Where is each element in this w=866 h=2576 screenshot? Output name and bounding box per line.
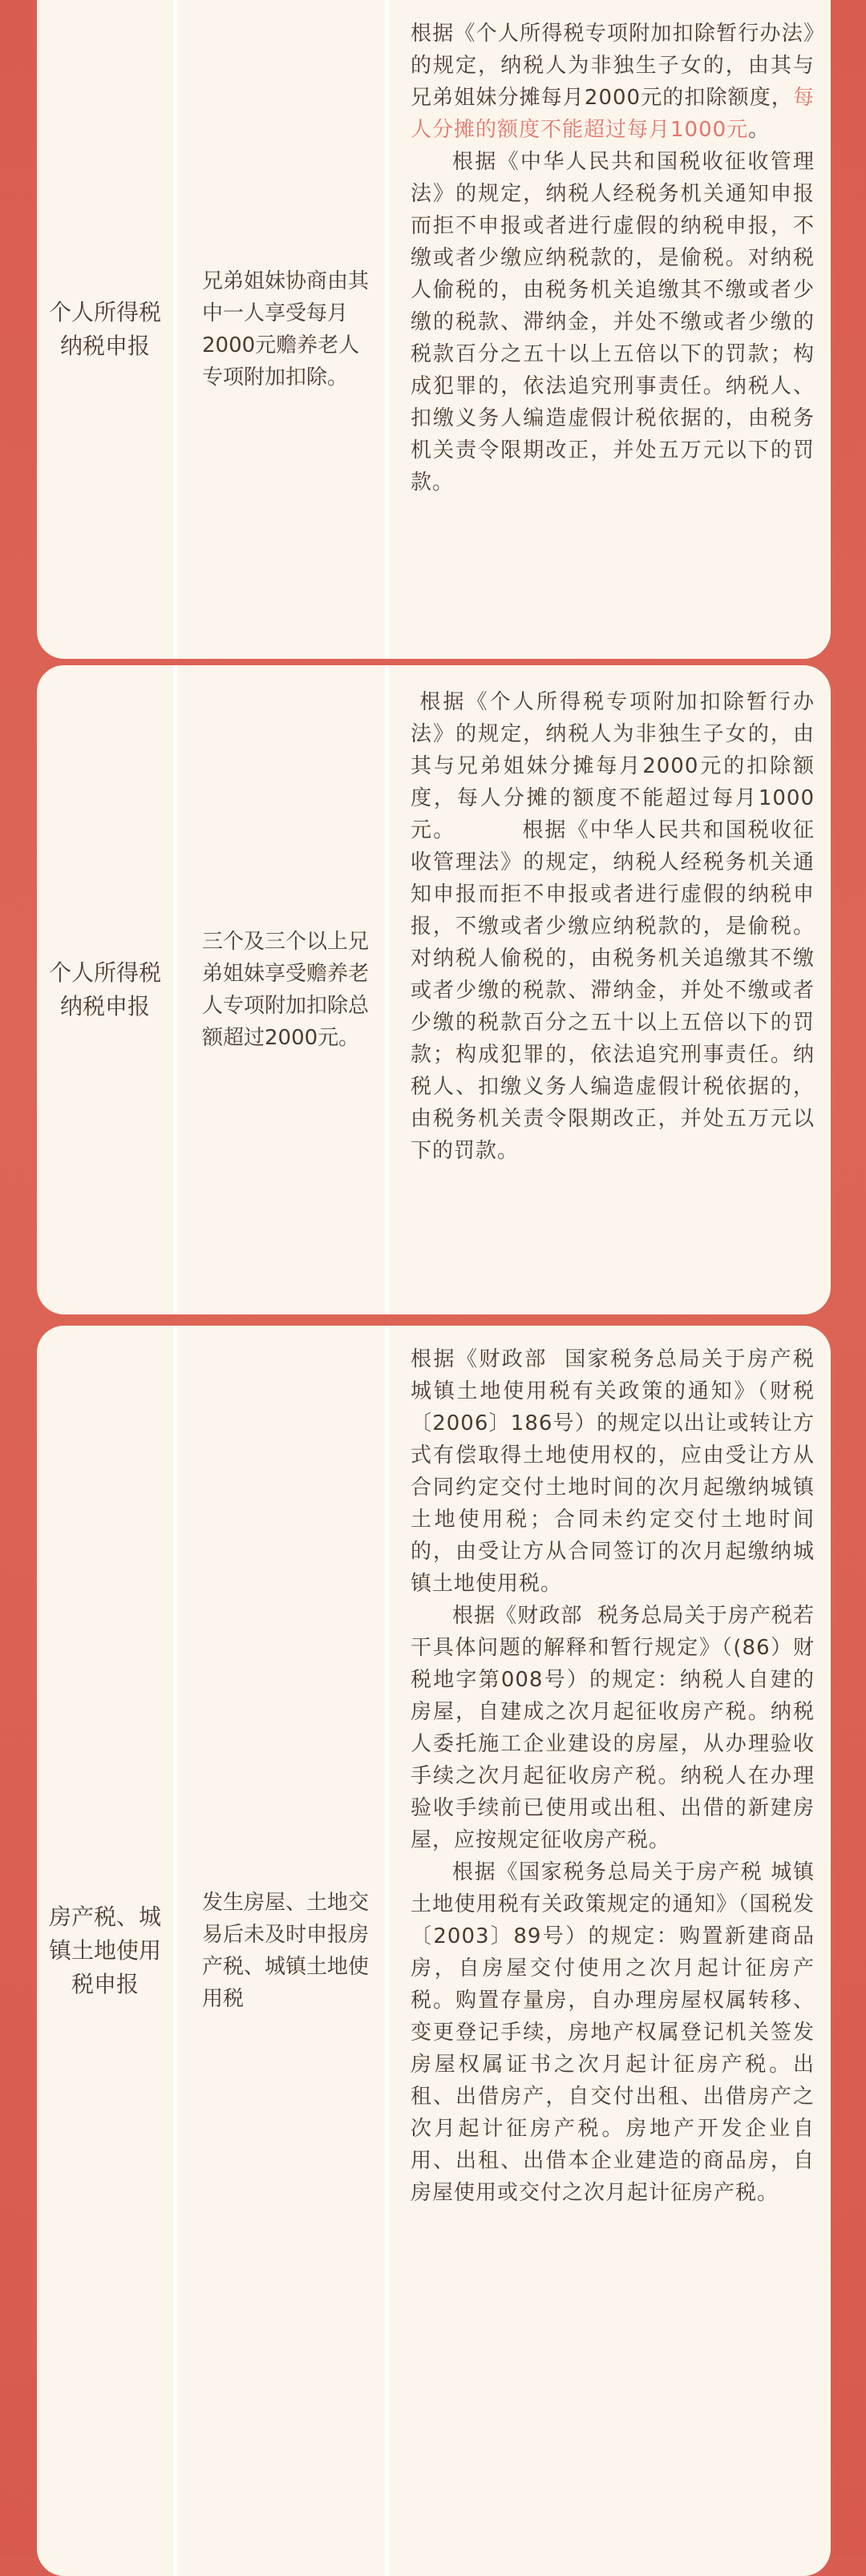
column-divider [385, 0, 389, 659]
basis-paragraph [411, 18, 815, 146]
basis-text: 根据《个人所得税专项附加扣除暂行办法》的规定，纳税人为非独生子女的，由其与兄弟姐妹分摊每月2000元的扣除额度， [411, 22, 815, 110]
basis-paragraph: 根据《财政部 国家税务总局关于房产税 城镇土地使用税有关政策的通知》（财税〔2006〕186号）的规定以出让或转让方式有偿取得土地使用权的，应由受让方从合同约定交付土地时间的次月起缴纳城镇土地使用税；合同未约定交付土地时间的，由受让方从合同签订的次月起缴纳城镇土地使用税。 [411, 1347, 830, 1596]
condition-cell [178, 665, 385, 1314]
category-text: 房产税、城镇土地使用税申报 [49, 1904, 162, 1997]
basis-text: 。 [748, 118, 771, 142]
column-divider [385, 1326, 389, 2576]
basis-cell [390, 1326, 831, 2576]
column-divider [173, 1326, 177, 2576]
category-cell [37, 665, 173, 1314]
basis-cell [390, 665, 831, 1314]
condition-text: 发生房屋、土地交易后未及时申报房产税、城镇土地使用税 [202, 1891, 370, 2011]
condition-text: 兄弟姐妹协商由其中一人享受每月2000元赡养老人专项附加扣除。 [202, 269, 370, 390]
condition-text: 三个及三个以上兄弟姐妹享受赡养老人专项附加扣除总额超过2000元。 [202, 930, 370, 1050]
table-row-3 [37, 1326, 831, 2576]
basis-paragraph: 根据《国家税务总局关于房产税 城镇土地使用税有关政策规定的通知》（国税发〔2003〕89号）的规定：购置新建商品房，自房屋交付使用之次月起计征房产税。购置存量房，自办理房屋权属转移、变更登记手续，房地产权属登记机关签发房屋权属证书之次月起计征房产税。出租、出借房产，自交付出租、出借房产之次月起计征房产税。房地产开发企业自用、出租、出借本企业建造的商品房，自房屋使用或交付之次月起计征房产税。 [411, 1860, 815, 2205]
basis-paragraph: 根据《个人所得税专项附加扣除暂行办法》的规定，纳税人为非独生子女的，由其与兄弟姐妹分摊每月2000元的扣除额度，每人分摊的额度不能超过每月1000元。 根据《中华人民共和国税收征收管理法》的规定，纳税人经税务机关通知申报而拒不申报或者进行虚假的纳税申报，不缴或者少缴应纳税款的，是偷税。对纳税人偷税的，由税务机关追缴其不缴或者少缴的税款、滞纳金，并处不缴或者少缴的税款百分之五十以上五倍以下的罚款；构成犯罪的，依法追究刑事责任。纳税人、扣缴义务人编造虚假计税依据的，由税务机关责令限期改正，并处五万元以下的罚款。 [411, 690, 815, 1163]
column-divider [173, 0, 177, 659]
category-text: 个人所得税纳税申报 [49, 959, 162, 1019]
basis-paragraph: 根据《财政部 税务总局关于房产税若干具体问题的解释和暂行规定》（(86）财税地字第008号）的规定：纳税人自建的房屋，自建成之次月起征收房产税。纳税人委托施工企业建设的房屋，从办理验收手续之次月起征收房产税。纳税人在办理验收手续前已使用或出租、出借的新建房屋，应按规定征收房产税。 [411, 1604, 815, 1852]
basis-paragraph: 根据《中华人民共和国税收征收管理法》的规定，纳税人经税务机关通知申报而拒不申报或者进行虚假的纳税申报，不缴或者少缴应纳税款的，是偷税。对纳税人偷税的，由税务机关追缴其不缴或者少缴的税款、滞纳金，并处不缴或者少缴的税款百分之五十以上五倍以下的罚款；构成犯罪的，依法追究刑事责任。纳税人、扣缴义务人编造虚假计税依据的，由税务机关责令限期改正，并处五万元以下的罚款。 [411, 150, 815, 495]
basis-cell [390, 0, 831, 659]
basis-highlight: 每人分摊的额度不能超过每月1000元 [411, 86, 815, 142]
condition-cell [178, 1326, 385, 2576]
column-divider [385, 665, 389, 1314]
table-row-1 [37, 0, 831, 659]
category-cell [37, 0, 173, 659]
category-cell [37, 1326, 173, 2576]
column-divider [173, 665, 177, 1314]
condition-cell [178, 0, 385, 659]
category-text: 个人所得税纳税申报 [49, 299, 162, 359]
table-row-2 [37, 665, 831, 1314]
